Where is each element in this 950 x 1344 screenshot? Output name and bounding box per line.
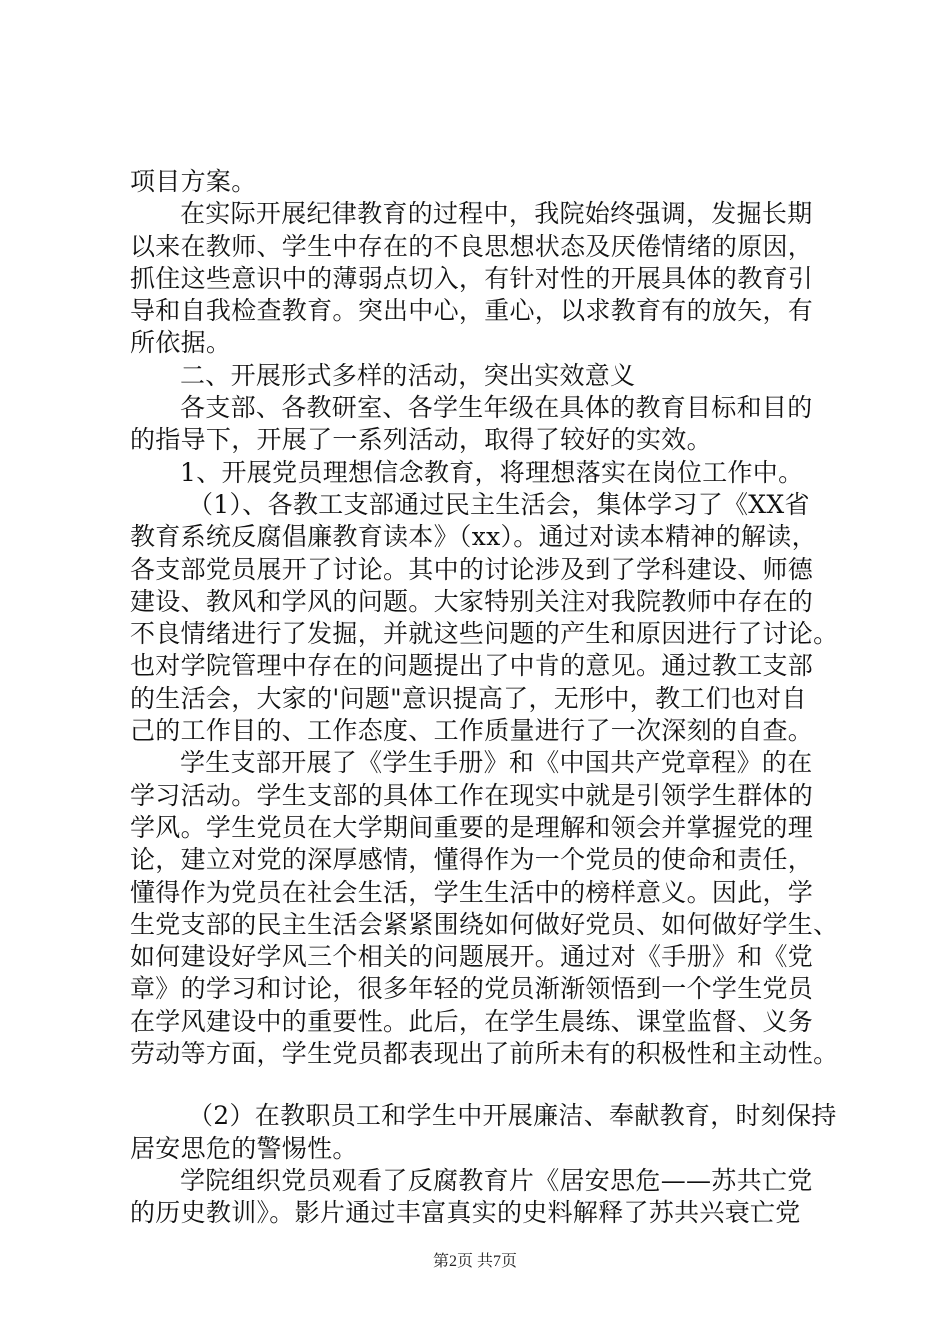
text-line: 的生活会，大家的'问题"意识提高了，无形中，教工们也对自 <box>130 683 807 713</box>
paragraph-gap <box>130 1070 830 1100</box>
text-line: 劳动等方面，学生党员都表现出了前所未有的积极性和主动性。 <box>130 1039 839 1069</box>
text-line: 项目方案。 <box>130 167 257 196</box>
paragraph-start-line: 在实际开展纪律教育的过程中，我院始终强调，发掘长期 <box>180 199 813 229</box>
text-line: 不良情绪进行了发掘，并就这些问题的产生和原因进行了讨论。 <box>130 619 839 649</box>
paragraph-start-line: 学生支部开展了《学生手册》和《中国共产党章程》的在 <box>180 748 813 778</box>
text-line: 在学风建设中的重要性。此后，在学生晨练、课堂监督、义务 <box>130 1006 814 1036</box>
text-line: 建设、教风和学风的问题。大家特别关注对我院教师中存在的 <box>130 586 814 616</box>
text-line: 如何建设好学风三个相关的问题展开。通过对《手册》和《党 <box>130 942 814 972</box>
text-line: 抓住这些意识中的薄弱点切入，有针对性的开展具体的教育引 <box>130 263 814 293</box>
text-line: 的历史教训》。影片通过丰富真实的史料解释了苏共兴衰亡党 <box>130 1198 801 1228</box>
text-line: 学风。学生党员在大学期间重要的是理解和领会并掌握党的理 <box>130 812 814 842</box>
paragraph-start-line: 各支部、各教研室、各学生年级在具体的教育目标和目的 <box>180 393 813 423</box>
text-line: 章》的学习和讨论，很多年轻的党员渐渐领悟到一个学生党员 <box>130 974 814 1004</box>
paragraph-start-line: 学院组织党员观看了反腐教育片《居安思危——苏共亡党 <box>180 1165 813 1195</box>
text-line: 懂得作为党员在社会生活，学生生活中的榜样意义。因此，学 <box>130 877 814 907</box>
paragraph-start-line: （1）、各教工支部通过民主生活会，集体学习了《XX省 <box>188 489 810 519</box>
page-number-footer: 第2页 共7页 <box>432 1253 517 1270</box>
subsection-heading: 1、开展党员理想信念教育，将理想落实在岗位工作中。 <box>180 457 804 487</box>
text-line: 各支部党员展开了讨论。其中的讨论涉及到了学科建设、师德 <box>130 554 814 584</box>
text-line: 所依据。 <box>130 328 232 358</box>
text-line: 居安思危的警惕性。 <box>130 1133 358 1163</box>
text-line: 导和自我检查教育。突出中心，重心，以求教育有的放矢，有 <box>130 296 814 326</box>
text-line: 己的工作目的、工作态度、工作质量进行了一次深刻的自查。 <box>130 716 814 746</box>
text-line: 生党支部的民主生活会紧紧围绕如何做好党员、如何做好学生、 <box>130 909 839 939</box>
text-line: 学习活动。学生支部的具体工作在现实中就是引领学生群体的 <box>130 780 814 810</box>
text-line: 的指导下，开展了一系列活动，取得了较好的实效。 <box>130 425 712 455</box>
text-line: 也对学院管理中存在的问题提出了中肯的意见。通过教工支部 <box>130 651 814 681</box>
text-line: 以来在教师、学生中存在的不良思想状态及厌倦情绪的原因， <box>130 231 814 261</box>
document-body <box>130 166 839 1230</box>
section-heading: 二、开展形式多样的活动，突出实效意义 <box>180 360 636 390</box>
text-line: 教育系统反腐倡廉教育读本》（xx）。通过对读本精神的解读， <box>130 522 817 552</box>
text-line: 论，建立对党的深厚感情，懂得作为一个党员的使命和责任， <box>130 845 814 875</box>
paragraph-start-line: （2）在教职员工和学生中开展廉洁、奉献教育，时刻保持 <box>188 1101 837 1131</box>
